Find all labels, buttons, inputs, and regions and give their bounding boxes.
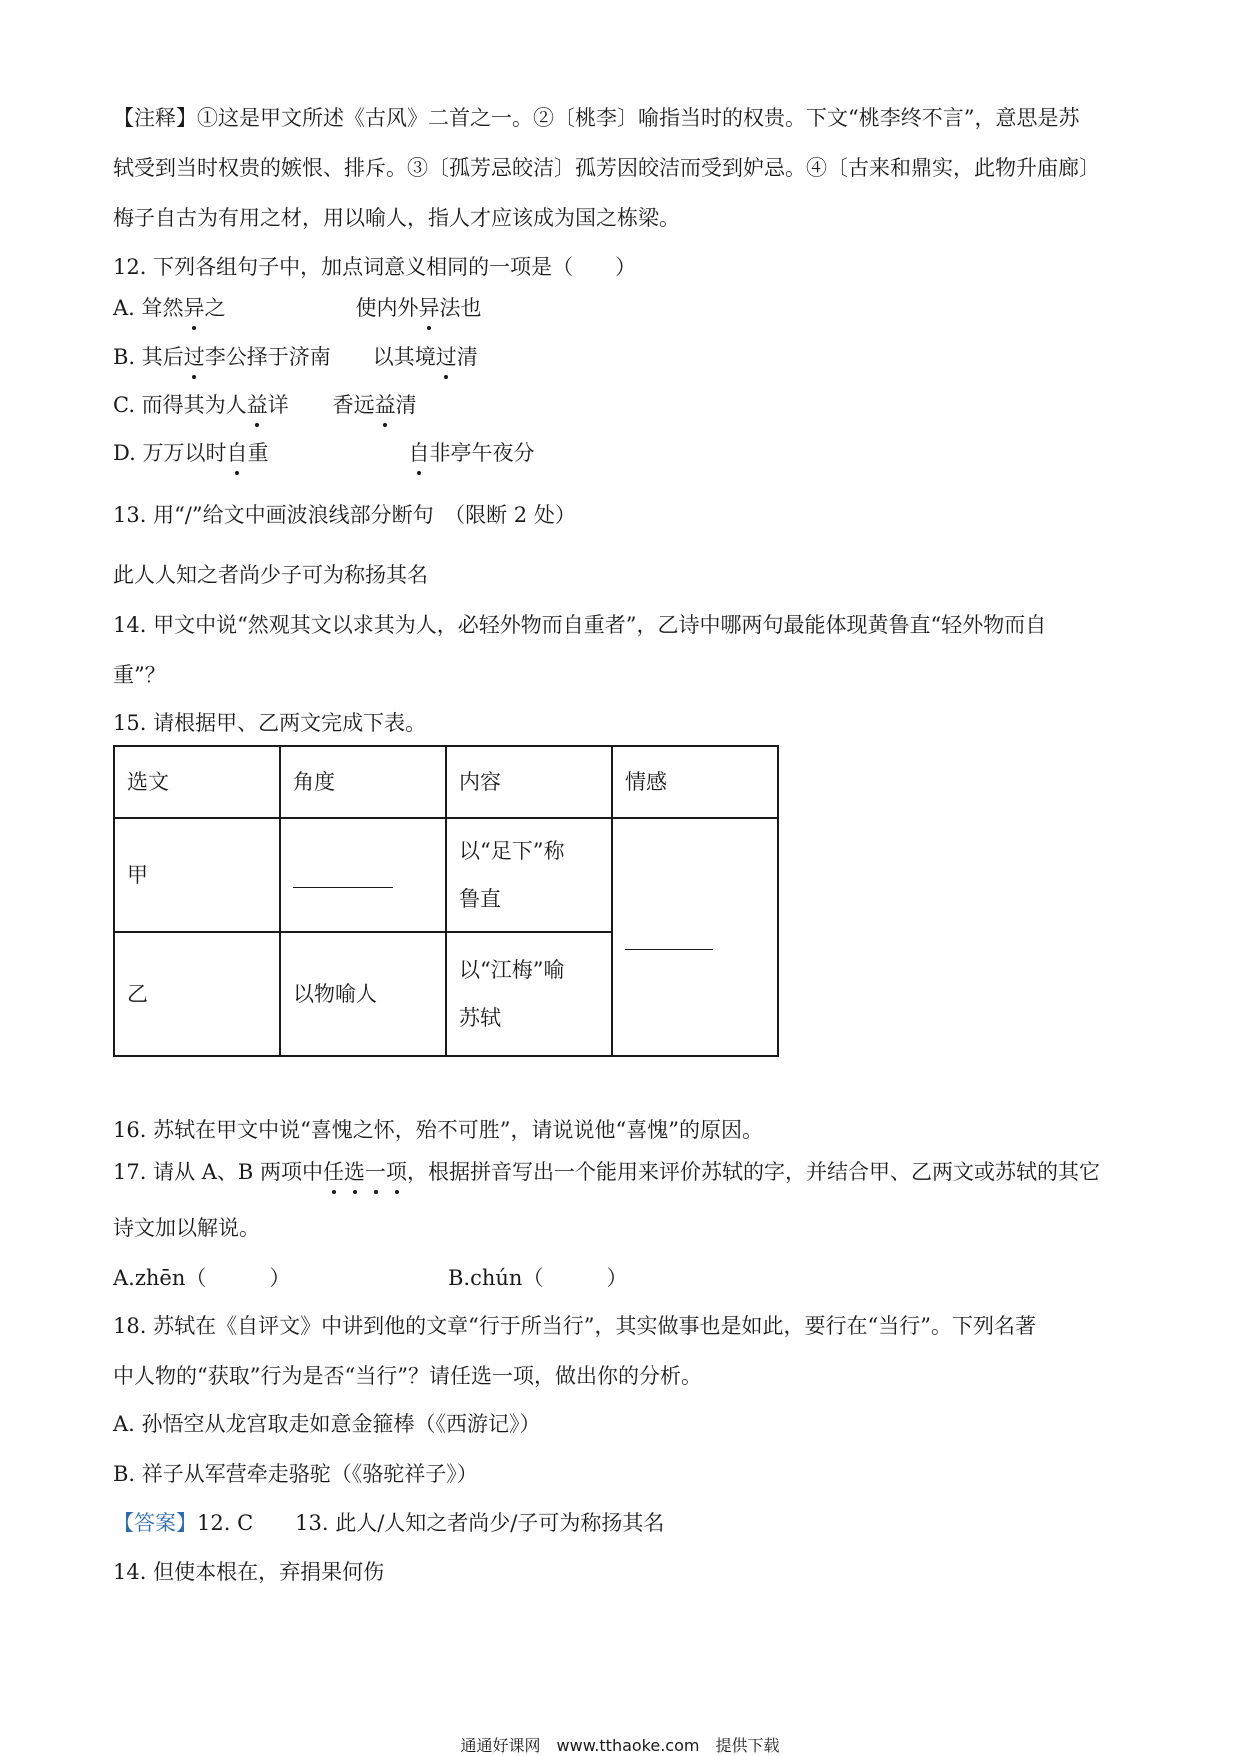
option-text: 详 <box>267 393 289 417</box>
dotted-word: 自 <box>226 438 247 468</box>
q18-line-1: 18. 苏轼在《自评文》中讲到他的文章“行于所当行”，其实做事也是如此，要行在“当行”。下列名著 <box>113 1314 1037 1338</box>
table-cell <box>280 818 446 932</box>
q18-option-b: B. 祥子从军营牵走骆驼（《骆驼祥子》） <box>113 1462 478 1486</box>
table-cell: 乙 <box>114 932 280 1056</box>
dotted-word: 一 <box>365 1157 386 1187</box>
q17-line-1 <box>113 1157 1100 1187</box>
option-text: A. 耸然 <box>113 296 184 320</box>
q14-line-2: 重”？ <box>113 663 166 687</box>
q18-option-a: A. 孙悟空从龙宫取走如意金箍棒（《西游记》） <box>113 1412 541 1436</box>
option-text: 清 <box>395 393 417 417</box>
table-cell <box>446 818 612 932</box>
header-cell: 角度 <box>280 746 446 818</box>
cell-text: 以“江梅”喻 <box>459 958 565 982</box>
table-cell: 以物喻人 <box>280 932 446 1056</box>
table-cell: 甲 <box>114 818 280 932</box>
option-text: C. 而得其为人 <box>113 393 247 417</box>
header-cell: 情感 <box>612 746 778 818</box>
q13-stem: 13. 用“/”给文中画波浪线部分断句 （限断 2 处） <box>113 503 576 527</box>
q17-option-b: B.chún（ ） <box>448 1266 628 1290</box>
answer-blank <box>293 865 393 888</box>
option-text: 重 <box>247 441 269 465</box>
option-text: 使内外 <box>355 296 419 320</box>
answer-12: 12. C <box>197 1511 254 1535</box>
header-cell: 内容 <box>446 746 612 818</box>
dotted-word: 异 <box>419 293 440 323</box>
table-cell <box>612 818 778 1056</box>
dotted-word: 过 <box>436 342 457 372</box>
option-text: 香远 <box>332 393 375 417</box>
dotted-word: 异 <box>184 293 205 323</box>
q14-line-1: 14. 甲文中说“然观其文以求其为人，必轻外物而自重者”，乙诗中哪两句最能体现黄鲁直“轻外物而自 <box>113 613 1047 637</box>
dotted-word: 益 <box>247 390 268 420</box>
option-text: 李公择于济南 <box>204 345 331 369</box>
answers-line <box>113 1508 664 1538</box>
dotted-word: 任 <box>323 1157 344 1187</box>
note-line-3: 梅子自古为有用之材，用以喻人，指人才应该成为国之栋梁。 <box>113 206 680 230</box>
page-footer: 通通好课网 www.tthaoke.com 提供下载 <box>460 1736 780 1755</box>
option-text: 清 <box>456 345 478 369</box>
option-text: B. 其后 <box>113 345 184 369</box>
header-cell: 选文 <box>114 746 280 818</box>
note-line-1: 【注释】①这是甲文所述《古风》二首之一。②〔桃李〕喻指当时的权贵。下文“桃李终不言”，意思是苏 <box>113 106 1080 130</box>
q13-text: 此人人知之者尚少子可为称扬其名 <box>113 563 428 587</box>
q12-stem: 12. 下列各组句子中，加点词意义相同的一项是（ ） <box>113 255 637 279</box>
q17-option-a: A.zhēn（ ） <box>113 1266 291 1290</box>
answer-14: 14. 但使本根在，弃捐果何伤 <box>113 1560 385 1584</box>
dotted-word: 益 <box>375 390 396 420</box>
option-text: 法也 <box>439 296 482 320</box>
option-text: 非亭午夜分 <box>429 441 535 465</box>
option-text: D. 万万以时 <box>113 441 227 465</box>
q12-option-a <box>113 293 482 323</box>
question-text: ，根据拼音写出一个能用来评价苏轼的字，并结合甲、乙两文或苏轼的其它 <box>407 1160 1101 1184</box>
q18-line-2: 中人物的“获取”行为是否“当行”？请任选一项，做出你的分析。 <box>113 1364 702 1388</box>
q12-option-b <box>113 342 478 372</box>
answer-13: 13. 此人/人知之者尚少/子可为称扬其名 <box>295 1511 665 1535</box>
dotted-word: 过 <box>184 342 205 372</box>
table-cell <box>446 932 612 1056</box>
table-row <box>114 818 778 932</box>
note-line-2: 轼受到当时权贵的嫉恨、排斥。③〔孤芳忌皎洁〕孤芳因皎洁而受到妒忌。④〔古来和鼎实，此物升庙廊〕 <box>113 156 1100 180</box>
option-text: 之 <box>204 296 226 320</box>
question-text: 17. 请从 A、B 两项中 <box>113 1160 324 1184</box>
answer-blank <box>625 927 713 950</box>
answer-label: 【答案】 <box>113 1511 197 1535</box>
dotted-word: 选 <box>344 1157 365 1187</box>
cell-text: 以“足下”称 <box>459 839 565 863</box>
q17-line-2: 诗文加以解说。 <box>113 1216 260 1240</box>
q16: 16. 苏轼在甲文中说“喜愧之怀，殆不可胜”，请说说他“喜愧”的原因。 <box>113 1118 764 1142</box>
dotted-word: 项 <box>386 1157 407 1187</box>
q12-option-d <box>113 438 534 468</box>
q15-stem: 15. 请根据甲、乙两文完成下表。 <box>113 711 427 735</box>
q15-table <box>113 745 779 1057</box>
cell-text: 苏轼 <box>459 1006 501 1030</box>
option-text: 以其境 <box>372 345 436 369</box>
q12-option-c <box>113 390 417 420</box>
dotted-word: 自 <box>408 438 429 468</box>
cell-text: 鲁直 <box>459 887 501 911</box>
table-header-row <box>114 746 778 818</box>
